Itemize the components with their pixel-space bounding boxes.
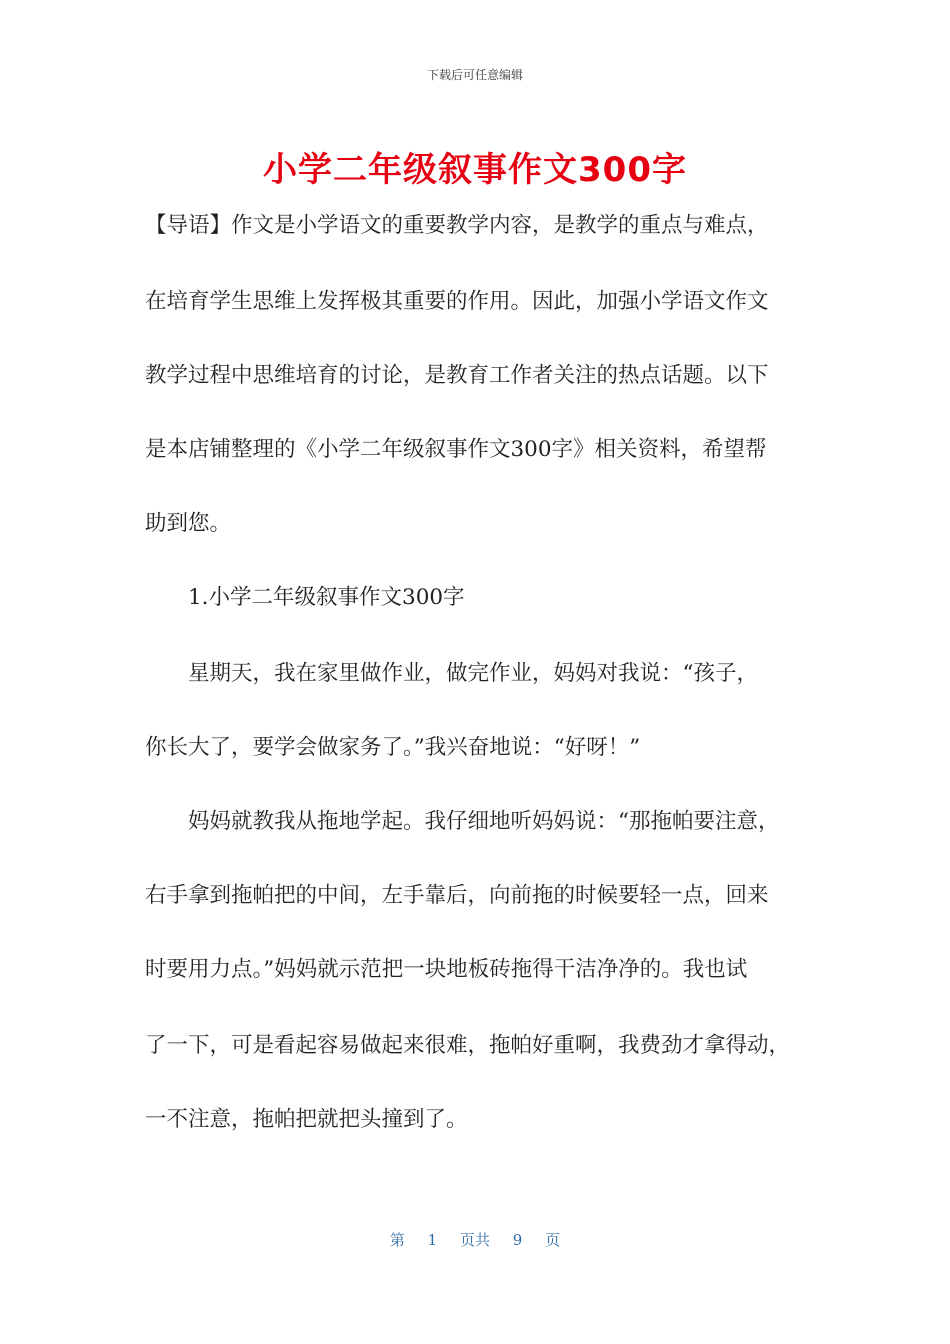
body-line: 时要用力点。”妈妈就示范把一块地板砖拖得干洁净净的。我也试	[145, 957, 748, 982]
total-pages: 9	[512, 1231, 523, 1249]
body-line: 助到您。	[145, 511, 232, 536]
footer-middle: 页共	[459, 1231, 490, 1249]
page-footer	[0, 1229, 950, 1250]
body-line: 一不注意，拖帕把就把头撞到了。	[145, 1107, 468, 1132]
body-line: 妈妈就教我从拖地学起。我仔细地听妈妈说：“那拖帕要注意，	[145, 809, 780, 834]
footer-prefix: 第	[389, 1231, 405, 1249]
body-line: 了一下，可是看起容易做起来很难，拖帕好重啊，我费劲才拿得动，	[145, 1033, 791, 1058]
body-line: 【导语】作文是小学语文的重要教学内容，是教学的重点与难点，	[145, 213, 769, 238]
header-note: 下载后可任意编辑	[426, 68, 523, 82]
body-line: 是本店铺整理的《小学二年级叙事作文300字》相关资料，希望帮	[145, 437, 767, 462]
body-line: 你长大了，要学会做家务了。”我兴奋地说：“好呀！”	[145, 735, 641, 760]
current-page-number: 1	[427, 1231, 438, 1249]
document-title: 小学二年级叙事作文300字	[263, 150, 687, 190]
body-line: 在培育学生思维上发挥极其重要的作用。因此，加强小学语文作文	[145, 289, 769, 314]
footer-suffix: 页	[545, 1231, 561, 1249]
body-line: 教学过程中思维培育的讨论，是教育工作者关注的热点话题。以下	[145, 363, 769, 388]
section-heading: 1.小学二年级叙事作文300字	[145, 585, 465, 610]
body-line: 右手拿到拖帕把的中间，左手靠后，向前拖的时候要轻一点，回来	[145, 883, 769, 908]
body-line: 星期天，我在家里做作业，做完作业，妈妈对我说：“孩子，	[145, 661, 758, 686]
